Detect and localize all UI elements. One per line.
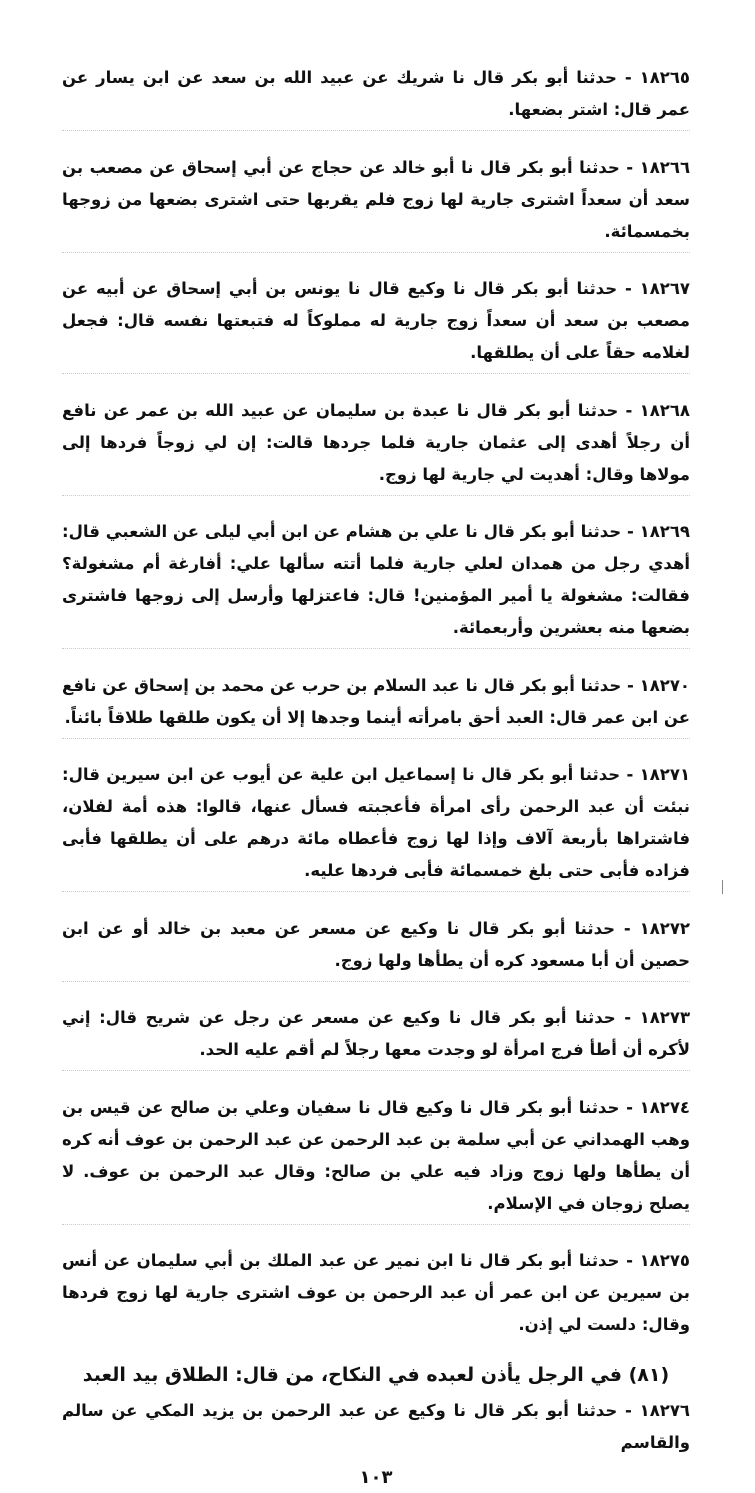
hadith-entry: ١٨٢٧٥ - حدثنا أبو بكر قال نا ابن نمير عن عبد الملك بن أبي سليمان عن أنس بن سيرين عن ابن عمر أن عبد الرحمن بن عوف اشترى جارية لها زوج فردها وقال: دلست لي إذن. bbox=[62, 1251, 690, 1334]
page-number: ١٠٣ bbox=[359, 1467, 393, 1488]
hadith-entry: ١٨٢٧٠ - حدثنا أبو بكر قال نا عبد السلام بن حرب عن محمد بن إسحاق عن نافع عن ابن عمر قال: العبد أحق بامرأته أينما وجدها إلا أن يكون طلقها طلاقاً بائناً. bbox=[62, 666, 690, 739]
hadith-text: حدثنا أبو بكر قال نا وكيع قال نا يونس بن أبي إسحاق عن أبيه عن مصعب بن سعد أن سعداً زوج جارية له مملوكاً له فتبعتها نفسه قال: فجعل لغلامه حقاً على أن يطلقها. bbox=[62, 279, 690, 362]
hadith-number: ١٨٢٧١ bbox=[639, 765, 691, 784]
hadith-number: ١٨٢٧٥ bbox=[639, 1251, 690, 1270]
hadith-entry: ١٨٢٦٨ - حدثنا أبو بكر قال نا عبدة بن سليمان عن عبيد الله بن عمر عن نافع أن رجلاً أهدى إلى عثمان جارية فلما جردها قالت: إن لي زوجاً فردها إلى مولاها وقال: أهديت لي جارية لها زوج. bbox=[62, 391, 690, 496]
hadith-text: حدثنا أبو بكر قال نا شريك عن عبيد الله بن سعد عن ابن يسار عن عمر قال: اشتر بضعها. bbox=[62, 68, 690, 119]
hadith-entry: ١٨٢٧٣ - حدثنا أبو بكر قال نا وكيع عن مسعر عن رجل عن شريح قال: إني لأكره أن أطأ فرج امرأة لو وجدت معها رجلاً لم أقم عليه الحد. bbox=[62, 998, 690, 1071]
hadith-text: حدثنا أبو بكر قال نا عبد السلام بن حرب عن محمد بن إسحاق عن نافع عن ابن عمر قال: العبد أحق بامرأته أينما وجدها إلا أن يكون طلقها طلاقاً بائناً. bbox=[62, 675, 690, 727]
hadith-number: ١٨٢٧٤ bbox=[639, 1097, 690, 1117]
hadith-entry: ١٨٢٦٧ - حدثنا أبو بكر قال نا وكيع قال نا يونس بن أبي إسحاق عن أبيه عن مصعب بن سعد أن سعداً زوج جارية له مملوكاً له فتبعتها نفسه قال: فجعل لغلامه حقاً على أن يطلقها. bbox=[62, 269, 690, 374]
hadith-text: حدثنا أبو بكر قال نا وكيع عن مسعر عن رجل عن شريح قال: إني لأكره أن أطأ فرج امرأة لو وجدت معها رجلاً لم أقم عليه الحد. bbox=[62, 1008, 690, 1059]
hadith-text: حدثنا أبو بكر قال نا وكيع عن مسعر عن معبد بن خالد أو عن ابن حصين أن أبا مسعود كره أن يطأها ولها زوج. bbox=[62, 918, 690, 970]
hadith-number: ١٨٢٧٣ bbox=[639, 1008, 691, 1027]
hadith-number: ١٨٢٧٦ bbox=[639, 1401, 690, 1420]
hadith-entry: ١٨٢٦٦ - حدثنا أبو بكر قال نا أبو خالد عن حجاج عن أبي إسحاق عن مصعب بن سعد أن سعداً اشترى جارية لها زوج فلم يقربها حتى اشترى بضعها من زوجها بخمسمائة. bbox=[62, 148, 690, 253]
chapter-heading: (٨١) في الرجل يأذن لعبده في النكاح، من قال: الطلاق بيد العبد bbox=[82, 1364, 670, 1386]
hadith-text: حدثنا أبو بكر قال نا علي بن هشام عن ابن أبي ليلى عن الشعبي قال: أهدي رجل من همدان لعلي جارية فلما أتته سألها علي: أفارغة أم مشغولة؟ فقالت: مشغولة يا أمير المؤمنين! قال: فاعتزلها وأرسل إلى زوجها فاشترى بضعها منه بعشرين وأربعمائة. bbox=[62, 522, 690, 637]
hadith-text: حدثنا أبو بكر قال نا أبو خالد عن حجاج عن أبي إسحاق عن مصعب بن سعد أن سعداً اشترى جارية لها زوج فلم يقربها حتى اشترى بضعها من زوجها بخمسمائة. bbox=[62, 157, 690, 241]
hadith-number: ١٨٢٦٩ bbox=[639, 522, 690, 541]
hadith-entry: ١٨٢٧١ - حدثنا أبو بكر قال نا إسماعيل ابن علية عن أيوب عن ابن سيرين قال: نبئت أن عبد الرحمن رأى امرأة فأعجبته فسأل عنها، قالوا: هذه أمة لفلان، فاشتراها بأربعة آلاف وإذا لها زوج فأعطاه مائة درهم على أن يطلقها فأبى فزاده فأبى حتى بلغ خمسمائة فأبى فردها عليه. bbox=[62, 755, 690, 892]
hadith-text: حدثنا أبو بكر قال نا عبدة بن سليمان عن عبيد الله بن عمر عن نافع أن رجلاً أهدى إلى عثمان جارية فلما جردها قالت: إن لي زوجاً فردها إلى مولاها وقال: أهديت لي جارية لها زوج. bbox=[62, 400, 690, 484]
hadith-text: حدثنا أبو بكر قال نا إسماعيل ابن علية عن أيوب عن ابن سيرين قال: نبئت أن عبد الرحمن رأى امرأة فأعجبته فسأل عنها، قالوا: هذه أمة لفلان، فاشتراها بأربعة آلاف وإذا لها زوج فأعطاه مائة درهم على أن يطلقها فأبى فزاده فأبى حتى بلغ خمسمائة فأبى فردها عليه. bbox=[62, 765, 690, 880]
hadith-number: ١٨٢٦٧ bbox=[639, 279, 690, 298]
hadith-number: ١٨٢٦٦ bbox=[639, 157, 691, 177]
hadith-entry: ١٨٢٧٦ - حدثنا أبو بكر قال نا وكيع عن عبد الرحمن بن يزيد المكي عن سالم والقاسم bbox=[62, 1401, 690, 1452]
hadith-number: ١٨٢٧٢ bbox=[639, 918, 690, 938]
margin-mark bbox=[722, 880, 727, 894]
hadith-text: حدثنا أبو بكر قال نا وكيع قال نا سفيان وعلي بن صالح عن قيس بن وهب الهمداني عن أبي سلمة بن عبد الرحمن عن عبد الرحمن بن عوف أنه كره أن يطأها ولها زوج وزاد فيه علي بن صالح: وقال عبد الرحمن بن عوف. لا يصلح زوجان في الإسلام. bbox=[62, 1097, 690, 1213]
hadith-number: ١٨٢٧٠ bbox=[639, 675, 690, 695]
hadith-entry: ١٨٢٧٤ - حدثنا أبو بكر قال نا وكيع قال نا سفيان وعلي بن صالح عن قيس بن وهب الهمداني عن أبي سلمة بن عبد الرحمن عن عبد الرحمن بن عوف أنه كره أن يطأها ولها زوج وزاد فيه علي بن صالح: وقال عبد الرحمن بن عوف. لا يصلح زوجان في الإسلام. bbox=[62, 1088, 690, 1225]
hadith-text: حدثنا أبو بكر قال نا ابن نمير عن عبد الملك بن أبي سليمان عن أنس بن سيرين عن ابن عمر أن عبد الرحمن بن عوف اشترى جارية لها زوج فردها وقال: دلست لي إذن. bbox=[62, 1251, 690, 1334]
hadith-number: ١٨٢٦٥ bbox=[639, 68, 690, 87]
hadith-entry: ١٨٢٦٥ - حدثنا أبو بكر قال نا شريك عن عبيد الله بن سعد عن ابن يسار عن عمر قال: اشتر بضعها. bbox=[62, 58, 690, 131]
hadith-number: ١٨٢٦٨ bbox=[639, 400, 690, 420]
hadith-text: حدثنا أبو بكر قال نا وكيع عن عبد الرحمن بن يزيد المكي عن سالم والقاسم bbox=[62, 1401, 690, 1452]
hadith-entry: ١٨٢٧٢ - حدثنا أبو بكر قال نا وكيع عن مسعر عن معبد بن خالد أو عن ابن حصين أن أبا مسعود كره أن يطأها ولها زوج. bbox=[62, 909, 690, 982]
hadith-entry: ١٨٢٦٩ - حدثنا أبو بكر قال نا علي بن هشام عن ابن أبي ليلى عن الشعبي قال: أهدي رجل من همدان لعلي جارية فلما أتته سألها علي: أفارغة أم مشغولة؟ فقالت: مشغولة يا أمير المؤمنين! قال: فاعتزلها وأرسل إلى زوجها فاشترى بضعها منه بعشرين وأربعمائة. bbox=[62, 512, 690, 649]
document-page bbox=[62, 58, 690, 1493]
